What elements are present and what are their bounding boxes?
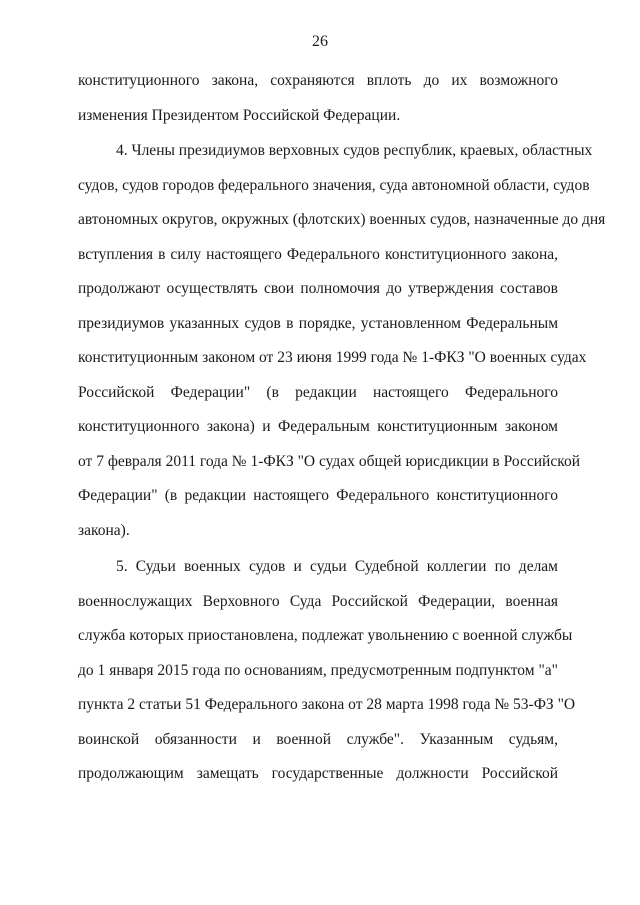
text-line: закона).	[78, 521, 130, 539]
text-line: от 7 февраля 2011 года № 1-ФКЗ "О судах общей юрисдикции в Российской	[78, 452, 580, 470]
text-line: служба которых приостановлена, подлежат увольнению с военной службы	[78, 627, 573, 644]
page-number: 26	[312, 33, 328, 50]
text-line: автономных округов, окружных (флотских) военных судов, назначенные до дня	[78, 211, 606, 228]
text-line: 4. Члены президиумов верховных судов республик, краевых, областных	[116, 142, 593, 159]
text-line: судов, судов городов федерального значения, суда автономной области, судов	[78, 176, 590, 194]
paragraph-5	[78, 550, 576, 792]
text-line: военнослужащих Верховного Суда Российской Федерации, военная	[78, 592, 558, 610]
paragraph-continuation	[78, 64, 558, 133]
text-line: 5. Судьи военных судов и судьи Судебной коллегии по делам	[116, 558, 558, 575]
text-line: вступления в силу настоящего Федерального конституционного закона,	[78, 245, 558, 263]
text-line: конституционного закона) и Федеральным конституционным законом	[78, 418, 558, 435]
text-line: Российской Федерации" (в редакции настоящего Федерального	[78, 383, 558, 401]
text-line: изменения Президентом Российской Федерации.	[78, 106, 401, 124]
text-line: конституционного закона, сохраняются вплоть до их возможного	[78, 72, 558, 89]
text-line: президиумов указанных судов в порядке, установленном Федеральным	[78, 314, 558, 332]
paragraph-4	[78, 134, 606, 548]
text-line: продолжающим замещать государственные должности Российской	[78, 765, 558, 782]
text-line: до 1 января 2015 года по основаниям, предусмотренным подпунктом "а"	[78, 661, 558, 679]
text-line: продолжают осуществлять свои полномочия до утверждения составов	[78, 280, 558, 297]
text-line: пункта 2 статьи 51 Федерального закона от 28 марта 1998 года № 53-ФЗ "О	[78, 696, 576, 713]
text-line: Федерации" (в редакции настоящего Федерального конституционного	[78, 487, 558, 504]
text-line: воинской обязанности и военной службе". Указанным судьям,	[78, 730, 558, 748]
text-line: конституционным законом от 23 июня 1999 года № 1-ФКЗ "О военных судах	[78, 349, 587, 366]
